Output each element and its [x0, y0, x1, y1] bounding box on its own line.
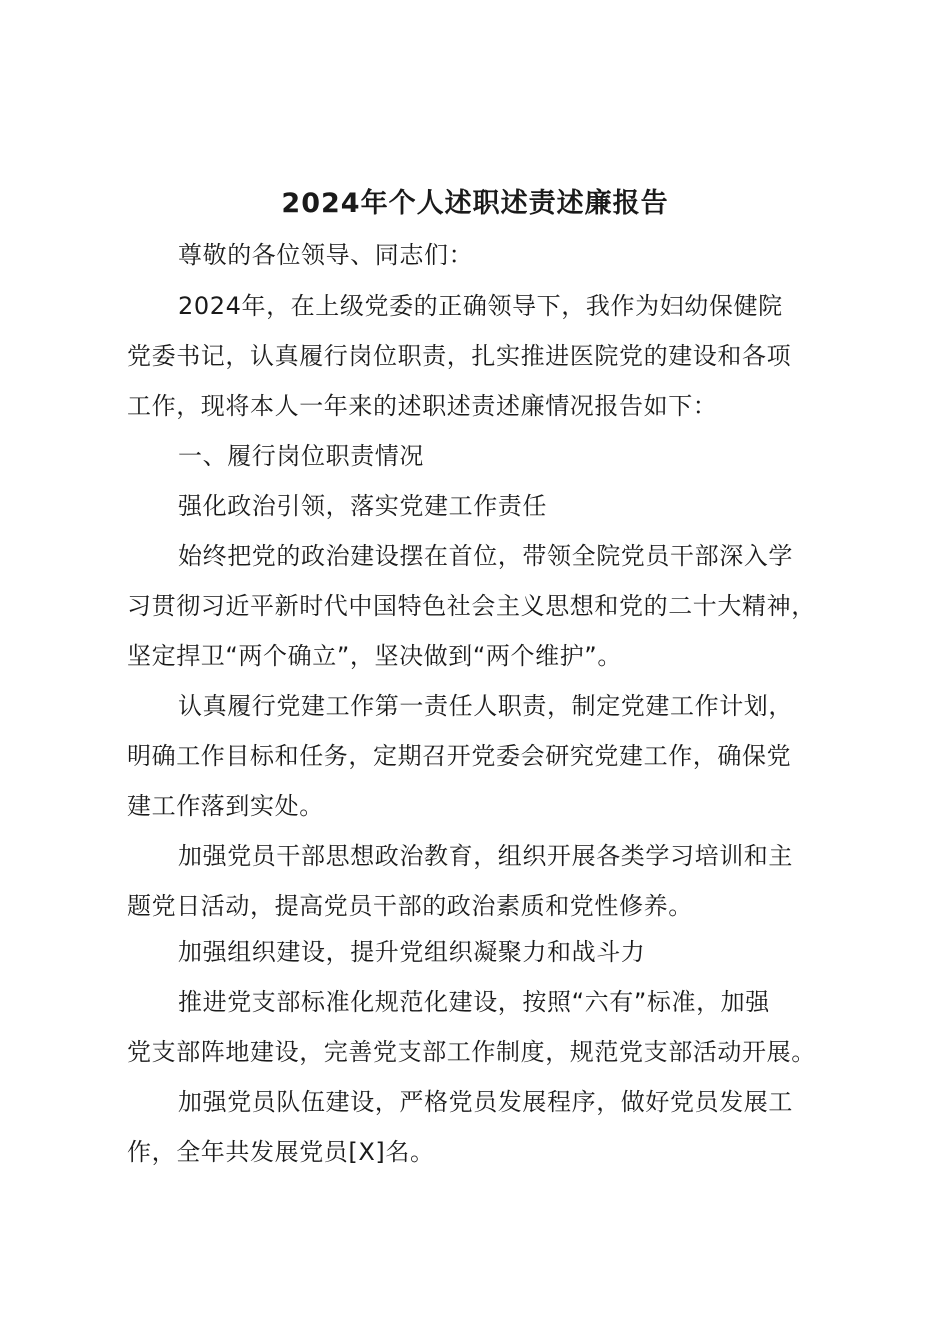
paragraph-line: 明确工作目标和任务，定期召开党委会研究党建工作，确保党 [127, 742, 792, 770]
subsection-heading: 加强组织建设，提升党组织凝聚力和战斗力 [178, 938, 646, 966]
paragraph-line: 党委书记，认真履行岗位职责，扎实推进医院党的建设和各项 [127, 342, 792, 370]
paragraph-line: 2024年，在上级党委的正确领导下，我作为妇幼保健院 [178, 292, 783, 320]
paragraph-line: 题党日活动，提高党员干部的政治素质和党性修养。 [127, 892, 693, 920]
document-title: 2024年个人述职述责述廉报告 [281, 188, 669, 219]
paragraph-line: 认真履行党建工作第一责任人职责，制定党建工作计划， [178, 692, 793, 720]
paragraph-line: 习贯彻习近平新时代中国特色社会主义思想和党的二十大精神， [127, 592, 816, 620]
section-heading: 一、履行岗位职责情况 [178, 442, 424, 470]
salutation: 尊敬的各位领导、同志们： [178, 241, 474, 269]
paragraph-line: 始终把党的政治建设摆在首位，带领全院党员干部深入学 [178, 542, 793, 570]
paragraph-line: 工作，现将本人一年来的述职述责述廉情况报告如下： [127, 392, 718, 420]
paragraph-line: 作，全年共发展党员[X]名。 [127, 1138, 435, 1166]
subsection-heading: 强化政治引领，落实党建工作责任 [178, 492, 547, 520]
paragraph-line: 党支部阵地建设，完善党支部工作制度，规范党支部活动开展。 [127, 1038, 816, 1066]
paragraph-line: 坚定捍卫“两个确立”，坚决做到“两个维护”。 [127, 642, 622, 670]
paragraph-line: 加强党员队伍建设，严格党员发展程序，做好党员发展工 [178, 1088, 793, 1116]
paragraph-line: 加强党员干部思想政治教育，组织开展各类学习培训和主 [178, 842, 793, 870]
paragraph-line: 建工作落到实处。 [127, 792, 324, 820]
paragraph-line: 推进党支部标准化规范化建设，按照“六有”标准，加强 [178, 988, 770, 1016]
